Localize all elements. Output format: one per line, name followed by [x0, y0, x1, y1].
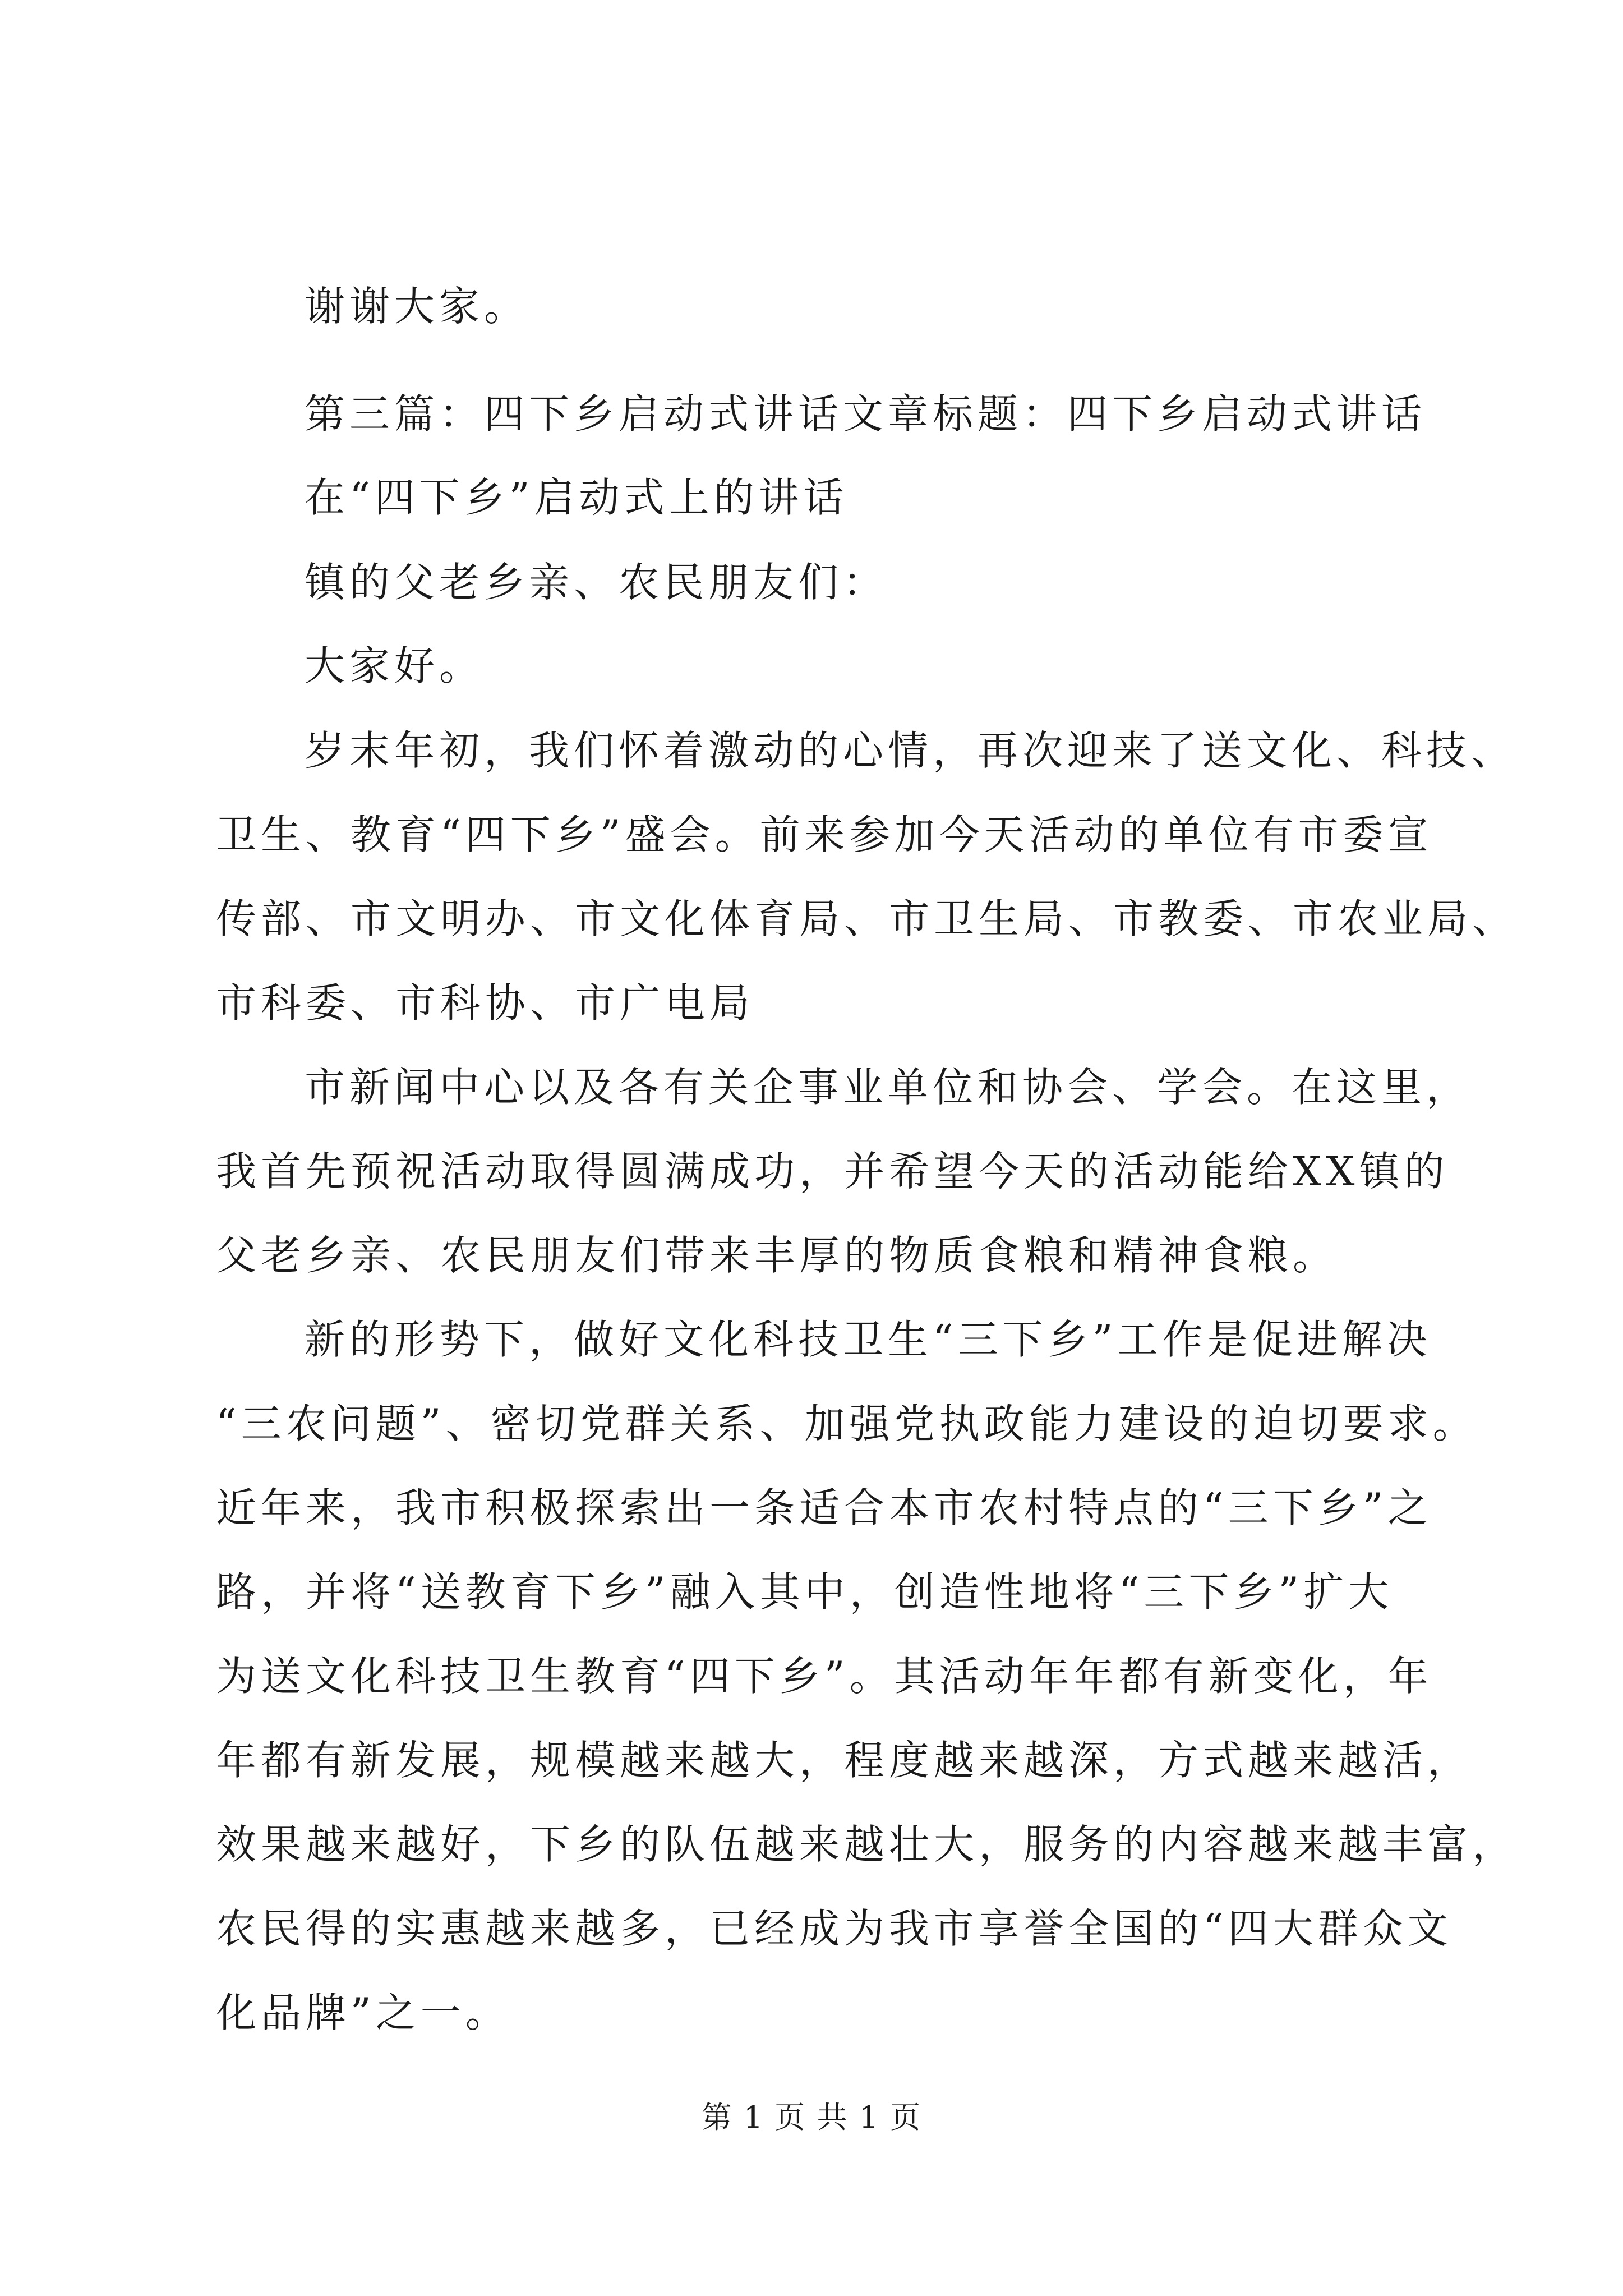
- text-line-paragraph-2: 父老乡亲、农民朋友们带来丰厚的物质食粮和精神食粮。: [216, 1232, 1338, 1279]
- text-line-paragraph-3: 农民得的实惠越来越多，已经成为我市享誉全国的“四大群众文: [216, 1905, 1453, 1952]
- text-line-speech-title: 在“四下乡”启动式上的讲话: [305, 474, 849, 521]
- text-line-paragraph-3: 为送文化科技卫生教育“四下乡”。其活动年年都有新变化，年: [216, 1653, 1433, 1700]
- text-line-paragraph-3: 效果越来越好，下乡的队伍越来越壮大，服务的内容越来越丰富，: [216, 1821, 1518, 1868]
- text-line-greeting: 大家好。: [305, 642, 485, 689]
- text-line-paragraph-3: 化品牌”之一。: [216, 1989, 510, 2036]
- text-line-closing: 谢谢大家。: [305, 283, 529, 330]
- page-number-footer: 第 1 页 共 1 页: [701, 2100, 922, 2135]
- text-line-paragraph-1: 市科委、市科协、市广电局: [216, 979, 755, 1027]
- text-line-section-heading: 第三篇：四下乡启动式讲话文章标题：四下乡启动式讲话: [305, 390, 1427, 438]
- text-line-paragraph-3: 新的形势下，做好文化科技卫生“三下乡”工作是促进解决: [305, 1316, 1432, 1363]
- text-line-paragraph-3: 路，并将“送教育下乡”融入其中，创造性地将“三下乡”扩大: [216, 1568, 1394, 1616]
- text-line-paragraph-2: 我首先预祝活动取得圆满成功，并希望今天的活动能给XX镇的: [216, 1148, 1449, 1195]
- text-line-paragraph-3: 年都有新发展，规模越来越大，程度越来越深，方式越来越活，: [216, 1737, 1473, 1784]
- text-line-paragraph-1: 岁末年初，我们怀着激动的心情，再次迎来了送文化、科技、: [305, 727, 1516, 774]
- text-line-paragraph-3: “三农问题”、密切党群关系、加强党执政能力建设的迫切要求。: [216, 1400, 1478, 1447]
- text-line-paragraph-1: 卫生、教育“四下乡”盛会。前来参加今天活动的单位有市委宣: [216, 811, 1433, 858]
- text-line-salutation: 镇的父老乡亲、农民朋友们：: [305, 559, 888, 606]
- text-line-paragraph-3: 近年来，我市积极探索出一条适合本市农村特点的“三下乡”之: [216, 1484, 1433, 1531]
- text-line-paragraph-1: 传部、市文明办、市文化体育局、市卫生局、市教委、市农业局、: [216, 895, 1518, 942]
- text-line-paragraph-2: 市新闻中心以及各有关企事业单位和协会、学会。在这里，: [305, 1064, 1472, 1111]
